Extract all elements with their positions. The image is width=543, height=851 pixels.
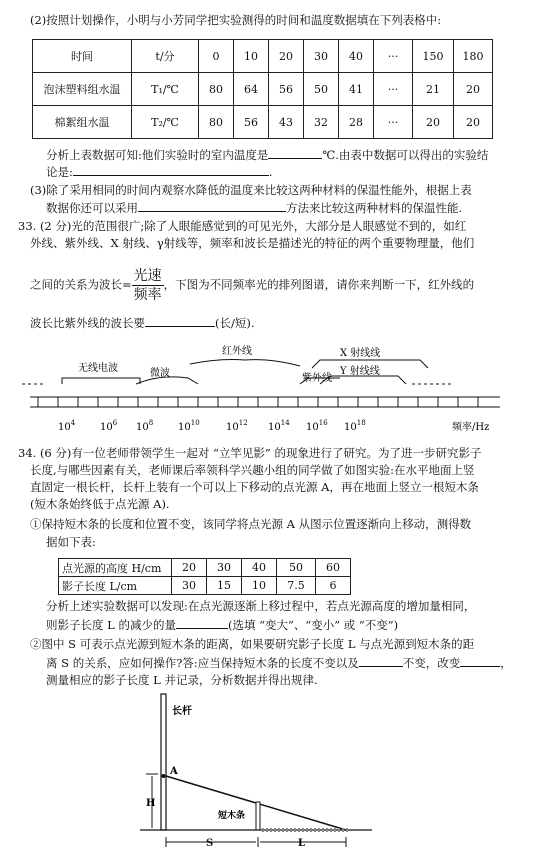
answer-blank-change[interactable]: [176, 616, 228, 629]
s2-text: ，: [500, 656, 512, 670]
q33-text: (长/短).: [215, 316, 255, 330]
distance-s-label: S: [206, 838, 214, 849]
answer-blank-room-temp[interactable]: [268, 146, 322, 159]
question-34-line-3: 直固定一根长杆，长杆上装有一个可以上下移动的点光源 A，再在地面上竖立一根短木条: [30, 480, 479, 494]
sub-question-1-line-2: 据如下表:: [46, 535, 96, 549]
sub-question-1-line-3: 分析上述实验数据可以发现:在点光源逐渐上移过程中，若点光源高度的增加量相同，: [46, 599, 476, 613]
question-2-text: (2)按照计划操作，小明与小芳同学把实验测得的时间和温度数据填在下列表格中:: [30, 13, 442, 27]
question-33-line-2: 外线、紫外线、X 射线、γ射线等，频率和波长是描述光的特征的两个重要物理量，他们: [30, 236, 475, 250]
fraction-numerator: 光速: [133, 268, 162, 284]
table-cell: 15: [207, 577, 242, 595]
question-34-line-1: 34. (6 分)有一位老师带领学生一起对 “立竿见影” 的现象进行了研究。为了进一步研究影子: [18, 446, 482, 460]
infrared-bracket: [190, 360, 300, 367]
tick-base: 10: [344, 422, 357, 433]
table-cell: 30: [207, 559, 242, 577]
table-cell: 40: [339, 40, 374, 73]
question-3-line-2: [46, 199, 462, 216]
tick-exponent: 10: [190, 419, 200, 427]
microwave-label: 微波: [150, 368, 170, 379]
tick-exponent: 14: [280, 419, 290, 427]
tick-base: 10: [178, 422, 191, 433]
table-cell: 80: [199, 106, 234, 139]
question-33-line-3: [30, 267, 474, 304]
table-cell: 150: [413, 40, 454, 73]
table-cell: ···: [374, 73, 413, 106]
table-cell: 43: [269, 106, 304, 139]
radio-wave-bracket: [62, 378, 140, 384]
table-cell: 21: [413, 73, 454, 106]
tick-exponent: 12: [238, 419, 248, 427]
sub-question-2-line-1: ②图中 S 可表示点光源到短木条的距离，如果要研究影子长度 L 与点光源到短木条的距: [30, 637, 475, 651]
sub-question-1-line-4: [46, 616, 398, 633]
shadow-table: [58, 558, 351, 595]
table-row: [33, 73, 493, 106]
freq-tick-label: [136, 419, 153, 433]
table-cell: 28: [339, 106, 374, 139]
table-cell: 180: [454, 40, 493, 73]
analysis-line-1: [46, 146, 488, 163]
short-stick: [256, 802, 260, 830]
radio-wave-label: 无线电波: [78, 363, 118, 374]
table-cell: 0: [199, 40, 234, 73]
q33-text: 波长比紫外线的波长要: [30, 316, 145, 330]
table-cell: 30: [172, 577, 207, 595]
question-33-line-4: [30, 314, 255, 331]
temperature-table: [32, 39, 493, 139]
table-cell: 56: [269, 73, 304, 106]
xray-label: X 射线线: [340, 348, 381, 359]
tick-exponent: 6: [112, 419, 118, 427]
table-cell: 30: [304, 40, 339, 73]
table-cell: 40: [242, 559, 277, 577]
table-cell: 10: [234, 40, 269, 73]
table-cell: 60: [316, 559, 351, 577]
question-34-line-2: 长度,与哪些因素有关，老师课后率领科学兴趣小组的同学做了如图实验:在水平地面上竖: [30, 463, 475, 477]
s2-text: 离 S 的关系，应如何操作?答:应当保持短木条的长度不变以及: [46, 656, 359, 670]
tick-base: 10: [100, 422, 113, 433]
fraction-denominator: 频率: [133, 287, 162, 303]
answer-blank-keep-constant[interactable]: [359, 654, 403, 667]
table-cell: 56: [234, 106, 269, 139]
table-cell: 32: [304, 106, 339, 139]
analysis-text: 论是:: [46, 165, 73, 179]
shadow-length-label: L: [298, 838, 306, 849]
question-34-line-4: (短木条始终低于点光源 A).: [30, 497, 170, 511]
freq-tick-label: [178, 419, 200, 433]
tick-base: 10: [268, 422, 281, 433]
short-stick-label: 短木条: [218, 811, 246, 821]
answer-blank-conclusion[interactable]: [73, 163, 269, 176]
s1-text: (选填 “变大”、“变小” 或 “不变”): [227, 618, 399, 632]
table-cell: 20: [413, 106, 454, 139]
q3-text: 数据你还可以采用: [46, 201, 138, 215]
analysis-text: 分析上表数据可知:他们实验时的室内温度是: [46, 148, 269, 162]
table-cell: T₂/℃: [132, 106, 199, 139]
analysis-text: ℃.由表中数据可以得出的实验结: [322, 148, 489, 162]
table-row: [33, 106, 493, 139]
table-cell: 泡沫塑料组水温: [33, 73, 132, 106]
answer-blank-method[interactable]: [138, 199, 286, 212]
shadow-experiment-figure: [0, 690, 543, 851]
tick-exponent: 18: [356, 419, 366, 427]
light-source-point: [162, 774, 166, 778]
s1-text: 则影子长度 L 的减少的量: [46, 618, 176, 632]
freq-tick-label: [58, 419, 76, 433]
answer-blank-wavelength[interactable]: [145, 314, 215, 327]
analysis-line-2: 论是: .: [46, 165, 273, 179]
tick-exponent: 4: [70, 419, 76, 427]
table-cell: 点光源的高度 H/cm: [59, 559, 172, 577]
table-cell: ···: [374, 40, 413, 73]
sub-question-2-line-2: [46, 654, 512, 671]
s2-text: 不变，改变: [402, 656, 461, 670]
table-cell: 时间: [33, 40, 132, 73]
table-cell: 棉絮组水温: [33, 106, 132, 139]
table-cell: t/分: [132, 40, 199, 73]
freq-tick-label: [100, 419, 118, 433]
table-cell: T₁/℃: [132, 73, 199, 106]
table-cell: 50: [277, 559, 316, 577]
spectrum-diagram: [0, 340, 543, 440]
tick-base: 10: [58, 422, 71, 433]
sub-question-2-line-3: 测量相应的影子长度 L 并记录，分析数据并得出规律.: [46, 673, 318, 687]
table-cell: 20: [172, 559, 207, 577]
answer-blank-vary[interactable]: [460, 654, 500, 667]
table-cell: 20: [454, 106, 493, 139]
ultraviolet-label: 紫外线: [302, 373, 332, 384]
q3-text: 方法来比较这两种材料的保温性能.: [286, 201, 463, 215]
freq-tick-label: [226, 419, 248, 433]
table-cell: 20: [269, 40, 304, 73]
question-3-line-1: (3)除了采用相同的时间内观察水降低的温度来比较这两种材料的保温性能外，根据上表: [30, 183, 472, 197]
freq-tick-label: [344, 419, 366, 433]
table-row: [33, 40, 493, 73]
table-cell: 64: [234, 73, 269, 106]
table-cell: 10: [242, 577, 277, 595]
light-source-label: A: [170, 766, 178, 777]
wavelength-fraction: [132, 267, 164, 304]
height-label: H: [146, 798, 156, 809]
table-cell: 7.5: [277, 577, 316, 595]
table-row: [59, 559, 351, 577]
q33-text: ，下图为不同频率光的排列图谱，请你来判断一下，红外线的: [163, 277, 475, 292]
table-row: [59, 577, 351, 595]
table-cell: 80: [199, 73, 234, 106]
infrared-label: 红外线: [222, 346, 252, 357]
long-pole: [161, 694, 166, 830]
gamma-bracket: [320, 376, 406, 384]
tick-exponent: 16: [318, 419, 328, 427]
tick-base: 10: [136, 422, 149, 433]
gamma-label: Y 射线线: [340, 366, 380, 377]
table-cell: 20: [454, 73, 493, 106]
frequency-unit-label: 频率/Hz: [452, 422, 490, 433]
freq-tick-label: [306, 419, 328, 433]
spectrum-ticks: [38, 397, 478, 407]
table-cell: 41: [339, 73, 374, 106]
table-cell: 50: [304, 73, 339, 106]
table-cell: ···: [374, 106, 413, 139]
pole-label: 长杆: [172, 706, 192, 717]
table-cell: 6: [316, 577, 351, 595]
sub-question-1-line-1: ①保持短木条的长度和位置不变，该同学将点光源 A 从图示位置逐渐向上移动，测得数: [30, 517, 472, 531]
tick-exponent: 8: [148, 419, 154, 427]
tick-base: 10: [226, 422, 239, 433]
question-33-line-1: 33. (2 分)光的范围很广;除了人眼能感觉到的可见光外，大部分是人眼感觉不到的，如红: [18, 219, 467, 233]
q33-text: 之间的关系为波长=: [30, 277, 132, 292]
freq-tick-label: [268, 419, 290, 433]
table-cell: 影子长度 L/cm: [59, 577, 172, 595]
tick-base: 10: [306, 422, 319, 433]
